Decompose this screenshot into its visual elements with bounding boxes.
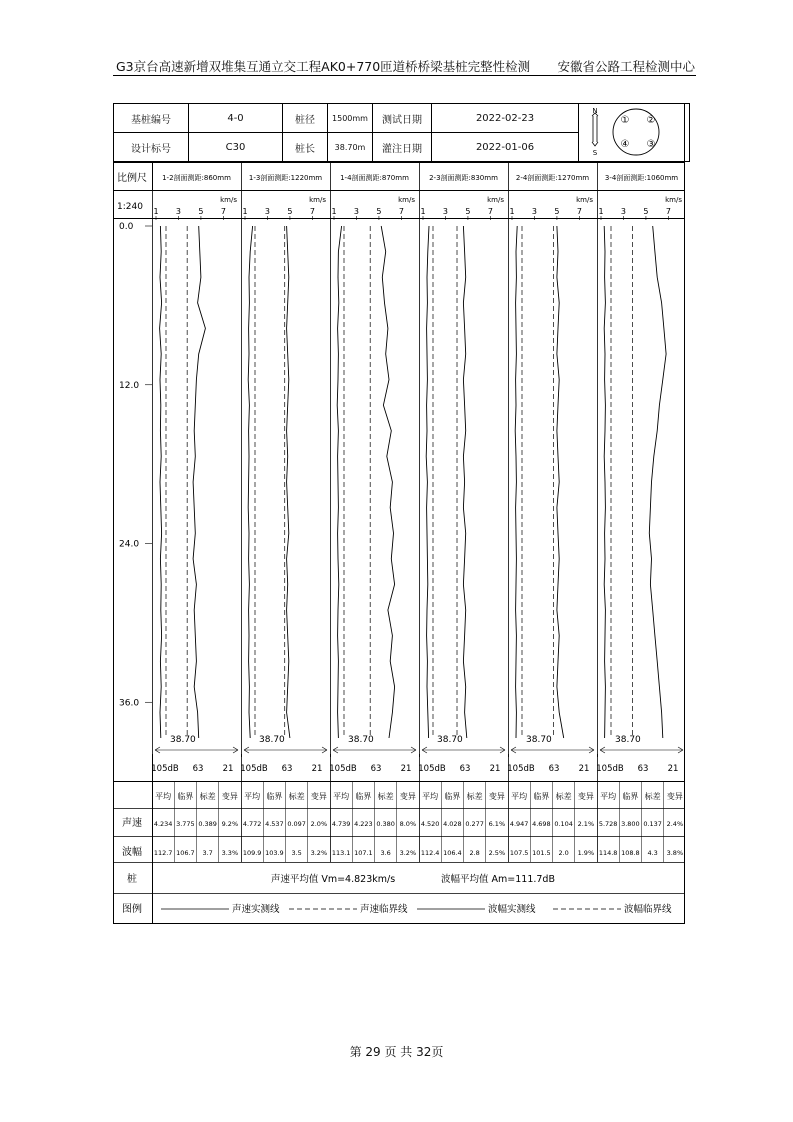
amplitude-average: 波幅平均值 Am=111.7dB	[441, 874, 555, 885]
bottom-depth-label: 38.70	[526, 735, 552, 745]
north-arrow-icon	[592, 113, 598, 146]
stats-table	[113, 754, 685, 924]
velocity-curve	[381, 226, 394, 738]
compass-cell	[579, 104, 690, 162]
amplitude-stat-cell: 4.3	[647, 849, 658, 857]
amplitude-curve	[604, 226, 605, 738]
pour-date-value: 2022-01-06	[432, 133, 579, 162]
amplitude-tick: 21	[400, 764, 412, 774]
stats-header-cell: 变异	[399, 792, 416, 801]
speed-stat-cell: 4.028	[443, 820, 462, 828]
velocity-unit: km/s	[665, 196, 682, 204]
stats-header-cell: 平均	[155, 792, 172, 801]
amplitude-stat-cell: 114.8	[598, 849, 618, 857]
velocity-tick: 1	[331, 207, 337, 216]
velocity-tick: 1	[598, 207, 604, 216]
depth-tick: 24.0	[119, 539, 140, 550]
velocity-tick: 3	[264, 207, 271, 216]
amplitude-curve	[248, 226, 252, 738]
profile-label: 1-3剖面测距:1220mm	[248, 174, 323, 182]
stats-header-cell: 平均	[600, 792, 617, 801]
diameter-value: 1500mm	[328, 104, 373, 133]
stats-header-cell: 标差	[466, 792, 483, 801]
scale-value: 1:240	[117, 202, 143, 212]
amplitude-stat-cell: 2.0	[558, 849, 569, 857]
amplitude-tick: 21	[222, 764, 234, 774]
amplitude-stat-cell: 107.5	[509, 849, 529, 857]
velocity-unit: km/s	[220, 196, 237, 204]
bottom-depth-label: 38.70	[170, 735, 196, 745]
north-label: N	[592, 107, 598, 115]
design-label: 设计标号	[114, 133, 189, 162]
velocity-tick: 7	[398, 207, 404, 216]
amplitude-tick: 105dB	[240, 764, 268, 774]
velocity-tick: 3	[442, 207, 449, 216]
bottom-depth-label: 38.70	[437, 735, 463, 745]
amplitude-row-label: 波幅	[122, 847, 142, 858]
speed-stat-cell: 0.380	[376, 820, 395, 828]
velocity-curve	[649, 226, 666, 738]
stats-header-cell: 标差	[644, 792, 661, 801]
scale-label: 比例尺	[117, 173, 147, 184]
amplitude-tick: 105dB	[151, 764, 179, 774]
velocity-curve	[193, 226, 205, 738]
velocity-tick: 7	[665, 207, 671, 216]
amplitude-stat-cell: 106.4	[443, 849, 462, 857]
tube-1: ①	[620, 115, 630, 126]
amplitude-tick: 63	[192, 764, 204, 774]
legend-item: 声速实测线	[232, 904, 280, 915]
speed-stat-cell: 6.1%	[488, 820, 506, 828]
legend-item: 波幅临界线	[624, 904, 672, 915]
stats-header-cell: 标差	[377, 792, 394, 801]
tube-3: ③	[646, 139, 656, 150]
speed-stat-cell: 4.537	[265, 820, 284, 828]
amplitude-stat-cell: 112.7	[153, 849, 173, 857]
speed-stat-cell: 4.772	[242, 820, 262, 828]
speed-stat-cell: 2.1%	[577, 820, 595, 828]
header-title: G3京台高速新增双堆集互通立交工程AK0+770匝道桥桥梁基桩完整性检测	[116, 59, 531, 74]
amplitude-tick: 105dB	[507, 764, 535, 774]
tube-4: ④	[620, 139, 630, 150]
stats-header-cell: 临界	[266, 792, 283, 801]
test-date-label: 测试日期	[373, 104, 432, 133]
speed-stat-cell: 9.2%	[221, 820, 239, 828]
speed-stat-cell: 4.234	[153, 820, 173, 828]
amplitude-stat-cell: 3.2%	[310, 849, 328, 857]
amplitude-tick: 105dB	[596, 764, 624, 774]
velocity-tick: 1	[420, 207, 426, 216]
speed-stat-cell: 4.698	[532, 820, 551, 828]
tube-layout-diagram	[580, 104, 688, 158]
amplitude-stat-cell: 103.9	[265, 849, 284, 857]
velocity-unit: km/s	[398, 196, 415, 204]
velocity-tick: 7	[576, 207, 582, 216]
speed-stat-cell: 3.775	[176, 820, 195, 828]
speed-row-label: 声速	[122, 818, 142, 829]
speed-stat-cell: 4.223	[354, 820, 373, 828]
speed-stat-cell: 0.389	[198, 820, 217, 828]
profile-label: 1-2剖面测距:860mm	[162, 174, 231, 182]
amplitude-stat-cell: 3.7	[202, 849, 213, 857]
amplitude-stat-cell: 3.6	[380, 849, 391, 857]
amplitude-stat-cell: 108.8	[621, 849, 640, 857]
profile-label: 3-4剖面测距:1060mm	[604, 174, 679, 182]
velocity-tick: 1	[242, 207, 248, 216]
bottom-depth-label: 38.70	[615, 735, 641, 745]
stats-header-cell: 临界	[444, 792, 461, 801]
stats-header-cell: 变异	[310, 792, 327, 801]
velocity-tick: 3	[175, 207, 182, 216]
legend-item: 声速临界线	[360, 904, 408, 915]
amplitude-stat-cell: 101.5	[532, 849, 551, 857]
length-value: 38.70m	[328, 133, 373, 162]
test-date-value: 2022-02-23	[432, 104, 579, 133]
speed-stat-cell: 0.137	[643, 820, 662, 828]
amplitude-tick: 21	[489, 764, 501, 774]
stats-header-cell: 平均	[244, 792, 261, 801]
amplitude-stat-cell: 3.5	[291, 849, 302, 857]
velocity-tick: 3	[620, 207, 627, 216]
tube-2: ②	[646, 115, 656, 126]
amplitude-stat-cell: 3.3%	[221, 849, 239, 857]
velocity-tick: 1	[509, 207, 515, 216]
stats-header-cell: 平均	[511, 792, 528, 801]
speed-stat-cell: 0.104	[554, 820, 573, 828]
velocity-tick: 3	[353, 207, 360, 216]
amplitude-stat-cell: 113.1	[331, 849, 351, 857]
velocity-unit: km/s	[309, 196, 326, 204]
pour-date-label: 灌注日期	[373, 133, 432, 162]
stats-header-cell: 变异	[666, 792, 683, 801]
speed-stat-cell: 4.739	[331, 820, 351, 828]
depth-tick: 0.0	[119, 222, 134, 232]
speed-stat-cell: 2.0%	[310, 820, 328, 828]
profile-label: 2-3剖面测距:830mm	[429, 174, 498, 182]
stats-header-cell: 变异	[221, 792, 238, 801]
pile-info-table	[113, 103, 690, 162]
amplitude-stat-cell: 2.5%	[488, 849, 506, 857]
stats-header-cell: 临界	[177, 792, 194, 801]
page-footer: 第 29 页 共 32页	[349, 1045, 444, 1059]
stats-header-cell: 平均	[422, 792, 439, 801]
speed-average: 声速平均值 Vm=4.823km/s	[270, 874, 396, 885]
amplitude-stat-cell: 107.1	[354, 849, 373, 857]
pile-no-value: 4-0	[189, 104, 283, 133]
amplitude-tick: 21	[578, 764, 590, 774]
velocity-tick: 5	[287, 207, 293, 216]
pile-no-label: 基桩编号	[114, 104, 189, 133]
velocity-unit: km/s	[576, 196, 593, 204]
stats-header-cell: 变异	[577, 792, 594, 801]
stats-header-cell: 平均	[333, 792, 350, 801]
amplitude-tick: 21	[311, 764, 323, 774]
amplitude-stat-cell: 112.4	[420, 849, 440, 857]
velocity-tick: 3	[531, 207, 538, 216]
velocity-tick: 5	[554, 207, 560, 216]
velocity-tick: 7	[487, 207, 493, 216]
amplitude-curve	[337, 226, 341, 738]
summary-label: 桩	[127, 874, 137, 885]
diameter-label: 桩径	[283, 104, 328, 133]
speed-stat-cell: 8.0%	[399, 820, 417, 828]
south-label: S	[592, 149, 598, 157]
bottom-depth-label: 38.70	[348, 735, 374, 745]
velocity-tick: 7	[309, 207, 315, 216]
speed-stat-cell: 5.728	[598, 820, 618, 828]
amplitude-tick: 105dB	[329, 764, 357, 774]
velocity-curve	[463, 226, 466, 738]
amplitude-tick: 21	[667, 764, 679, 774]
speed-stat-cell: 0.277	[465, 820, 484, 828]
amplitude-stat-cell: 106.7	[176, 849, 195, 857]
amplitude-tick: 63	[370, 764, 382, 774]
bottom-depth-label: 38.70	[259, 735, 285, 745]
velocity-tick: 5	[465, 207, 471, 216]
stats-header-cell: 变异	[488, 792, 505, 801]
profile-label: 2-4剖面测距:1270mm	[515, 174, 590, 182]
velocity-curve	[287, 226, 290, 738]
speed-stat-cell: 2.4%	[666, 820, 684, 828]
amplitude-stat-cell: 1.9%	[577, 849, 595, 857]
depth-tick: 12.0	[119, 380, 140, 391]
stats-header-cell: 临界	[355, 792, 372, 801]
stats-header-cell: 标差	[555, 792, 572, 801]
amplitude-stat-cell: 109.9	[242, 849, 262, 857]
speed-stat-cell: 0.097	[287, 820, 306, 828]
velocity-tick: 5	[376, 207, 382, 216]
profile-label: 1-4剖面测距:870mm	[340, 174, 409, 182]
speed-stat-cell: 4.520	[420, 820, 440, 828]
header-rule	[113, 75, 696, 76]
legend-item: 波幅实测线	[488, 904, 536, 915]
amplitude-curve	[426, 226, 429, 738]
legend-label: 图例	[122, 904, 142, 915]
velocity-unit: km/s	[487, 196, 504, 204]
stats-header-cell: 临界	[622, 792, 639, 801]
velocity-tick: 5	[643, 207, 649, 216]
velocity-curve	[557, 226, 564, 738]
stats-header-cell: 标差	[199, 792, 216, 801]
header-org: 安徽省公路工程检测中心	[557, 59, 695, 74]
amplitude-tick: 63	[459, 764, 471, 774]
length-label: 桩长	[283, 133, 328, 162]
stats-header-cell: 标差	[288, 792, 305, 801]
amplitude-stat-cell: 2.8	[469, 849, 480, 857]
amplitude-tick: 63	[281, 764, 293, 774]
depth-tick: 36.0	[119, 698, 140, 709]
amplitude-tick: 105dB	[418, 764, 446, 774]
velocity-tick: 5	[198, 207, 204, 216]
velocity-tick: 1	[153, 207, 159, 216]
design-value: C30	[189, 133, 283, 162]
amplitude-curve	[515, 226, 517, 738]
stats-header-cell: 临界	[533, 792, 550, 801]
amplitude-curve	[160, 226, 162, 738]
amplitude-tick: 63	[548, 764, 560, 774]
sonic-logging-chart	[113, 162, 685, 757]
speed-stat-cell: 3.800	[621, 820, 640, 828]
velocity-tick: 7	[220, 207, 226, 216]
amplitude-stat-cell: 3.2%	[399, 849, 417, 857]
amplitude-stat-cell: 3.8%	[666, 849, 684, 857]
speed-stat-cell: 4.947	[509, 820, 529, 828]
amplitude-tick: 63	[637, 764, 649, 774]
